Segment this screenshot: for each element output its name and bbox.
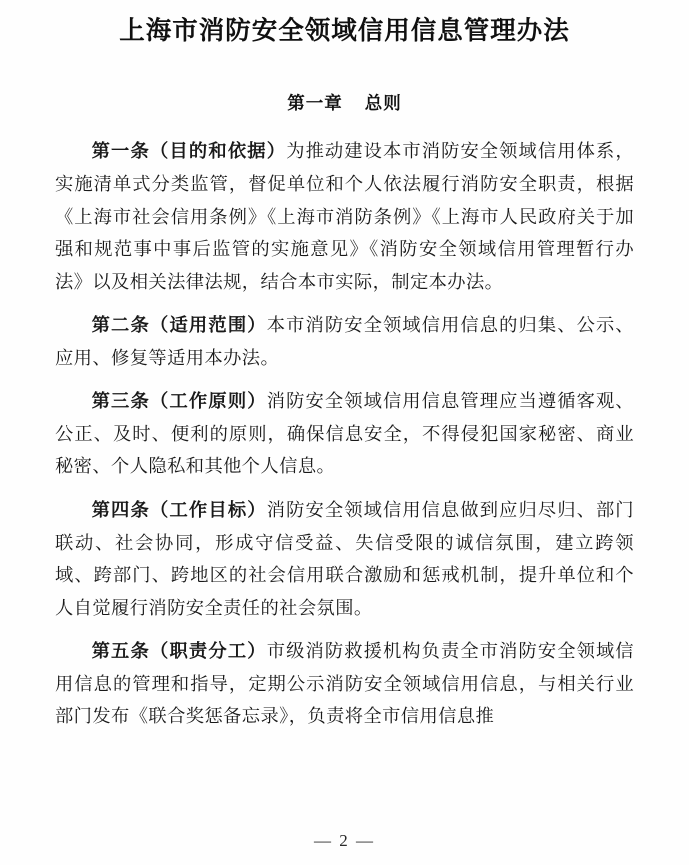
article-text: 市级消防救援机构负责全市消防安全领域信用信息的管理和指导，定期公示消防安全领域信用信息，与相关行业部门发布《联合奖惩备忘录》，负责将全市信用信息推 [55,641,634,727]
article-text: 为推动建设本市消防安全领域信用体系，实施清单式分类监管，督促单位和个人依法履行消防安全职责，根据《上海市社会信用条例》《上海市消防条例》《上海市人民政府关于加强和规范事中事后监管的实施意见》《消防安全领域信用管理暂行办法》以及相关法律法规，结合本市实际，制定本办法。 [55,141,635,292]
chapter-number: 第一章 [287,93,343,114]
article-paragraph [55,624,634,733]
article-text: 消防安全领域信用信息做到应归尽归、部门联动、社会协同，形成守信受益、失信受限的诚信氛围，建立跨领域、跨部门、跨地区的社会信用联合激励和惩戒机制，提升单位和个人自觉履行消防安全责任的社会氛围。 [55,500,634,618]
article-label: 第四条（工作目标） [91,500,267,521]
article-paragraph [55,298,634,374]
article-paragraph [55,135,634,298]
article-paragraph [55,483,634,624]
article-label: 第二条（适用范围） [91,315,267,336]
chapter-heading [55,48,634,115]
article-label: 第一条（目的和依据） [91,141,287,162]
article-text: 本市消防安全领域信用信息的归集、公示、应用、修复等适用本办法。 [55,315,634,368]
page-number: — 2 — [314,831,375,850]
chapter-name: 总则 [364,93,402,114]
article-label: 第三条（工作原则） [91,391,267,412]
article-text: 消防安全领域信用信息管理应当遵循客观、公正、及时、便利的原则，确保信息安全，不得侵犯国家秘密、商业秘密、个人隐私和其他个人信息。 [55,391,634,477]
article-label: 第五条（职责分工） [91,641,267,662]
page-title: 上海市消防安全领域信用信息管理办法 [119,16,570,45]
document-body [55,135,634,733]
article-paragraph [55,374,634,483]
